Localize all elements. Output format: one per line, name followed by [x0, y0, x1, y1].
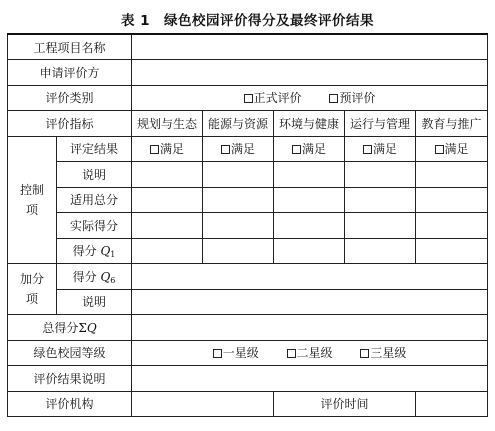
row-control-result: [8, 136, 488, 162]
row-applicant: [8, 60, 488, 86]
row-control-explain: [8, 162, 488, 188]
row-project-name: [8, 34, 488, 60]
evaluation-form-table: [7, 33, 488, 417]
category-header: 教育与推广: [416, 111, 488, 137]
result-note-value[interactable]: [132, 366, 488, 392]
applicant-label: 申请评价方: [8, 60, 132, 86]
row-indicator: [8, 111, 488, 137]
table-cell[interactable]: [132, 238, 203, 264]
option-label: 预评价: [339, 91, 376, 106]
row-grade: [8, 340, 488, 366]
grade-label: 绿色校园等级: [8, 340, 132, 366]
grade-option-three-star[interactable]: [360, 346, 406, 360]
table-cell[interactable]: [416, 238, 488, 264]
option-label: 二星级: [296, 346, 333, 361]
table-cell[interactable]: [416, 187, 488, 213]
score-prefix: 得分: [72, 269, 101, 284]
checkbox-icon[interactable]: [150, 145, 159, 154]
bonus-explain-label: 说明: [57, 289, 132, 315]
table-cell[interactable]: [132, 213, 203, 239]
total-var: Q: [86, 320, 97, 335]
total-score-value[interactable]: [132, 315, 488, 341]
option-label: 正式评价: [253, 91, 302, 106]
project-name-label: 工程项目名称: [8, 34, 132, 60]
agency-label: 评价机构: [8, 391, 132, 417]
row-bonus-score: [8, 264, 488, 290]
eval-time-value[interactable]: [416, 391, 488, 417]
grade-option-one-star[interactable]: [213, 346, 259, 360]
table-cell[interactable]: [345, 213, 416, 239]
table-cell[interactable]: [203, 162, 274, 188]
satisfied-label: 满足: [231, 142, 256, 157]
total-prefix: 总得分: [42, 320, 79, 335]
table-cell[interactable]: [274, 162, 345, 188]
option-label: 三星级: [370, 346, 407, 361]
category-header: 运行与管理: [345, 111, 416, 137]
row-agency: [8, 391, 488, 417]
result-note-label: 评价结果说明: [8, 366, 132, 392]
row-result-note: [8, 366, 488, 392]
bonus-group-label: [8, 264, 57, 315]
result-cell[interactable]: [416, 136, 488, 162]
result-cell[interactable]: [203, 136, 274, 162]
total-score-label: [8, 315, 132, 341]
eval-type-options: [132, 85, 488, 111]
grade-options: [132, 340, 488, 366]
control-group-label: [8, 136, 57, 264]
table-cell[interactable]: [274, 213, 345, 239]
result-cell[interactable]: [274, 136, 345, 162]
checkbox-icon[interactable]: [221, 145, 230, 154]
table-cell[interactable]: [274, 238, 345, 264]
bonus-explain-value[interactable]: [132, 289, 488, 315]
control-group-line: 控制: [19, 182, 44, 197]
result-cell[interactable]: [132, 136, 203, 162]
project-name-value[interactable]: [132, 34, 488, 60]
row-eval-type: [8, 85, 488, 111]
actual-label: 实际得分: [57, 213, 132, 239]
score-var: Q: [100, 269, 111, 284]
table-cell[interactable]: [132, 187, 203, 213]
control-group-line: 项: [25, 202, 38, 217]
table-cell[interactable]: [132, 162, 203, 188]
row-total: [8, 315, 488, 341]
eval-type-option-pre[interactable]: [329, 91, 375, 105]
result-cell[interactable]: [345, 136, 416, 162]
score-subscript: 6: [110, 275, 116, 285]
bonus-group-line: 加分: [19, 272, 44, 286]
sigma-symbol: Σ: [78, 320, 87, 335]
bonus-group-line: 项: [25, 292, 38, 306]
row-control-actual: [8, 213, 488, 239]
table-cell[interactable]: [416, 213, 488, 239]
table-cell[interactable]: [345, 238, 416, 264]
table-cell[interactable]: [345, 162, 416, 188]
category-header: 规划与生态: [132, 111, 203, 137]
eval-type-label: 评价类别: [8, 85, 132, 111]
satisfied-label: 满足: [373, 142, 398, 157]
checkbox-icon[interactable]: [329, 94, 338, 103]
table-cell[interactable]: [203, 213, 274, 239]
checkbox-icon[interactable]: [435, 145, 444, 154]
checkbox-icon[interactable]: [292, 145, 301, 154]
checkbox-icon[interactable]: [360, 349, 369, 358]
applicant-value[interactable]: [132, 60, 488, 86]
eval-time-label: 评价时间: [274, 391, 416, 417]
option-label: 一星级: [222, 346, 259, 361]
row-bonus-explain: [8, 289, 488, 315]
eval-type-option-formal[interactable]: [244, 91, 302, 105]
bonus-score-value[interactable]: [132, 264, 488, 290]
applicable-label: 适用总分: [57, 187, 132, 213]
score-q6-label: [57, 264, 132, 290]
agency-value[interactable]: [132, 391, 274, 417]
row-control-applicable: [8, 187, 488, 213]
category-header: 环境与健康: [274, 111, 345, 137]
grade-option-two-star[interactable]: [287, 346, 333, 360]
satisfied-label: 满足: [302, 142, 327, 157]
row-control-score: [8, 238, 488, 264]
satisfied-label: 满足: [444, 142, 469, 157]
checkbox-icon[interactable]: [213, 349, 222, 358]
table-cell[interactable]: [203, 238, 274, 264]
checkbox-icon[interactable]: [287, 349, 296, 358]
score-var: Q: [100, 244, 111, 259]
table-title: 表 1 绿色校园评价得分及最终评价结果: [120, 13, 375, 29]
checkbox-icon[interactable]: [244, 94, 253, 103]
category-header: 能源与资源: [203, 111, 274, 137]
indicator-label: 评价指标: [8, 111, 132, 137]
score-q1-label: [57, 238, 132, 264]
table-cell[interactable]: [345, 187, 416, 213]
table-cell[interactable]: [203, 187, 274, 213]
result-label: 评定结果: [57, 136, 132, 162]
table-cell[interactable]: [274, 187, 345, 213]
score-subscript: 1: [110, 250, 116, 260]
explain-label: 说明: [57, 162, 132, 188]
satisfied-label: 满足: [160, 142, 185, 157]
table-cell[interactable]: [416, 162, 488, 188]
score-prefix: 得分: [72, 244, 101, 259]
checkbox-icon[interactable]: [363, 145, 372, 154]
